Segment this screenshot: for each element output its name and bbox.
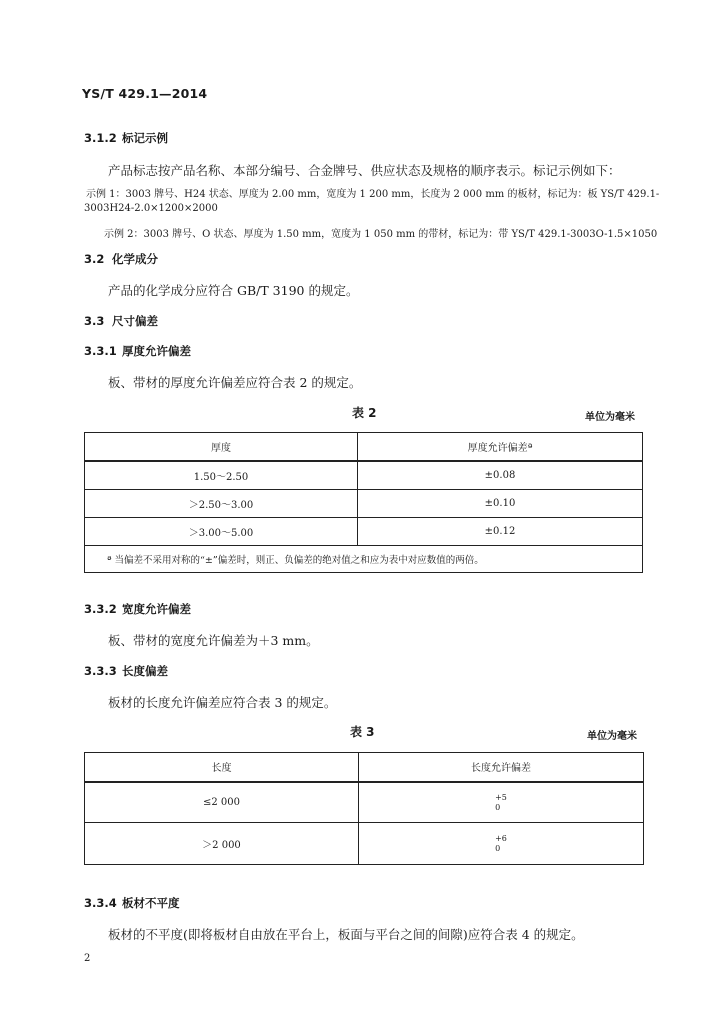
chemical-composition-paragraph: 产品的化学成分应符合 GB/T 3190 的规定。 — [108, 283, 359, 298]
tolerance-stack — [495, 834, 507, 854]
thickness-cell: ＞2.50～3.00 — [85, 490, 358, 518]
tolerance-upper: +6 — [495, 834, 507, 843]
section-3-3-2-heading — [84, 601, 191, 617]
header-thickness-tolerance: 厚度允许偏差ª — [358, 433, 643, 461]
section-number: 3.1.2 — [84, 131, 117, 145]
example-2: 示例 2：3003 牌号、O 状态、厚度为 1.50 mm，宽度为 1 050 mm 的带材，标记为：带 YS/T 429.1-3003O-1.5×1050 — [104, 229, 658, 240]
length-cell: ＞2 000 — [85, 823, 359, 865]
section-number: 3.3.1 — [84, 344, 117, 358]
table-2 — [84, 432, 643, 573]
tolerance-cell — [359, 782, 644, 823]
table-3-title: 表 3 — [350, 725, 375, 739]
table-header-row — [85, 433, 643, 461]
section-title: 化学成分 — [112, 252, 158, 266]
marking-intro-paragraph: 产品标志按产品名称、本部分编号、合金牌号、供应状态及规格的顺序表示。标记示例如下： — [108, 163, 621, 178]
example-1-line-2: 3003H24-2.0×1200×2000 — [84, 203, 218, 214]
header-length: 长度 — [85, 753, 359, 782]
section-title: 标记示例 — [122, 131, 168, 145]
table-3 — [84, 752, 644, 865]
page-number: 2 — [84, 953, 91, 964]
tolerance-lower: 0 — [495, 844, 501, 853]
tolerance-upper: +5 — [495, 792, 507, 802]
tolerance-cell: ±0.08 — [358, 461, 643, 490]
table-2-title: 表 2 — [352, 406, 377, 420]
table-3-unit: 单位为毫米 — [587, 731, 637, 742]
tolerance-cell: ±0.12 — [358, 518, 643, 546]
table-row — [85, 518, 643, 546]
thickness-tolerance-paragraph: 板、带材的厚度允许偏差应符合表 2 的规定。 — [108, 375, 362, 390]
example-1-line-1: 示例 1：3003 牌号、H24 状态、厚度为 2.00 mm，宽度为 1 200 mm，长度为 2 000 mm 的板材，标记为：板 YS/T 429.1- — [86, 189, 660, 200]
section-3-2-heading — [84, 251, 158, 267]
length-cell: ≤2 000 — [85, 782, 359, 823]
thickness-cell: ＞3.00～5.00 — [85, 518, 358, 546]
thickness-cell: 1.50～2.50 — [85, 461, 358, 490]
width-tolerance-paragraph: 板、带材的宽度允许偏差为＋3 mm。 — [108, 633, 319, 648]
section-title: 厚度允许偏差 — [122, 344, 191, 358]
section-3-1-2-heading — [84, 130, 168, 146]
section-3-3-heading — [84, 313, 158, 329]
section-3-3-1-heading — [84, 343, 191, 359]
table-header-row — [85, 753, 644, 782]
section-3-3-3-heading — [84, 663, 168, 679]
tolerance-cell — [359, 823, 644, 865]
section-number: 3.2 — [84, 252, 105, 266]
section-title: 长度偏差 — [122, 664, 168, 678]
length-tolerance-paragraph: 板材的长度允许偏差应符合表 3 的规定。 — [108, 695, 337, 710]
table-row — [85, 823, 644, 865]
section-number: 3.3.3 — [84, 664, 117, 678]
table-row — [85, 782, 644, 823]
section-3-3-4-heading — [84, 895, 180, 911]
section-number: 3.3.2 — [84, 602, 117, 616]
header-length-tolerance: 长度允许偏差 — [359, 753, 644, 782]
tolerance-lower: 0 — [495, 802, 501, 812]
section-number: 3.3 — [84, 314, 105, 328]
section-number: 3.3.4 — [84, 896, 117, 910]
table-2-footnote: ª 当偏差不采用对称的“±”偏差时，则正、负偏差的绝对值之和应为表中对应数值的两倍。 — [85, 546, 643, 573]
header-thickness: 厚度 — [85, 433, 358, 461]
table-row — [85, 490, 643, 518]
tolerance-stack — [495, 793, 507, 813]
flatness-paragraph: 板材的不平度(即将板材自由放在平台上，板面与平台之间的间隙)应符合表 4 的规定。 — [108, 927, 584, 942]
table-row — [85, 461, 643, 490]
section-title: 尺寸偏差 — [112, 314, 158, 328]
table-footnote-row — [85, 546, 643, 573]
table-2-unit: 单位为毫米 — [585, 412, 635, 423]
section-title: 宽度允许偏差 — [122, 602, 191, 616]
standard-number-header: YS/T 429.1—2014 — [82, 86, 208, 101]
section-title: 板材不平度 — [122, 896, 180, 910]
tolerance-cell: ±0.10 — [358, 490, 643, 518]
